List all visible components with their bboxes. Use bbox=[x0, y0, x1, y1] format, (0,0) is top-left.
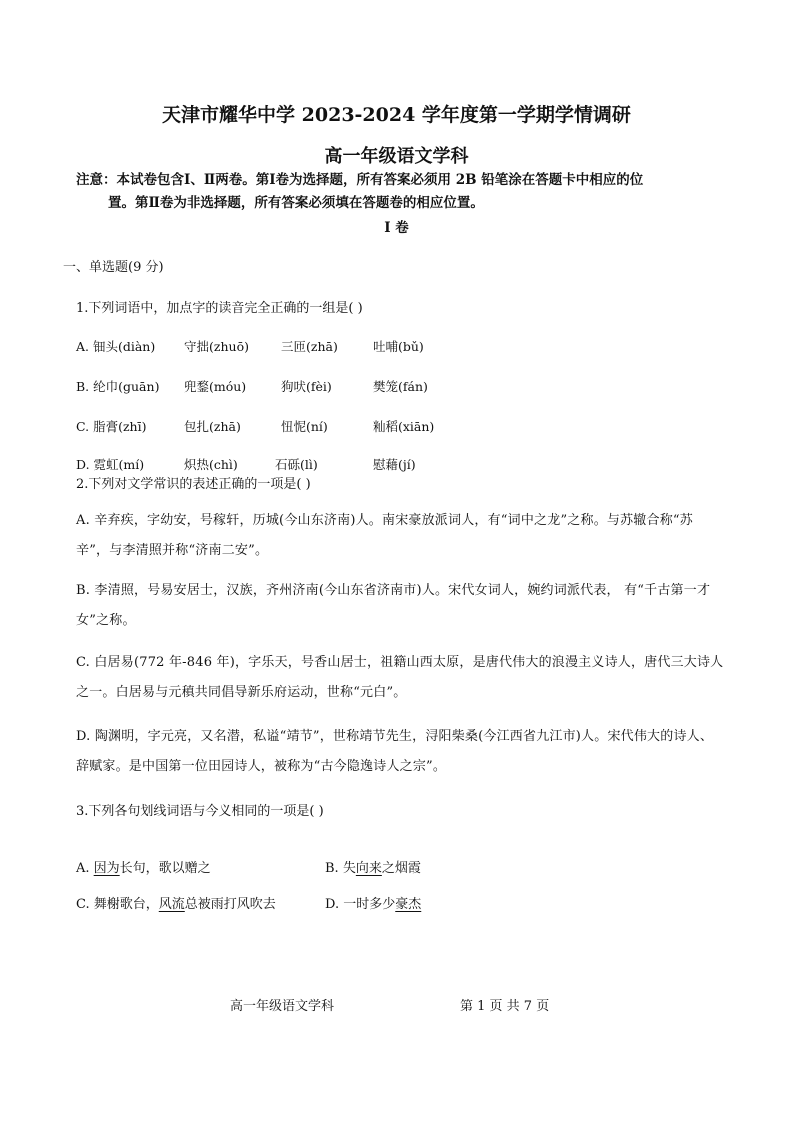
q3-d-underlined: 豪杰 bbox=[395, 897, 422, 912]
question-2-stem: 2.下列对文学常识的表述正确的一项是( ) bbox=[76, 477, 311, 492]
q3-d-pre: 一时多少 bbox=[343, 897, 396, 912]
q3-b-underlined: 向来 bbox=[355, 861, 382, 876]
q1-d-item: 炽热(chì) bbox=[184, 457, 238, 472]
section-title: 一、单选题(9 分) bbox=[63, 260, 164, 275]
q1-a-item: A. 钿头(diàn) bbox=[76, 339, 156, 354]
q1-c-item: 籼稻(xiān) bbox=[373, 419, 435, 434]
q3-b-label: B. bbox=[325, 861, 343, 876]
volume-label: Ⅰ 卷 bbox=[384, 220, 409, 236]
footer-subject: 高一年级语文学科 bbox=[230, 999, 335, 1014]
footer-page-number: 第 1 页 共 7 页 bbox=[460, 999, 550, 1014]
q3-option-c bbox=[76, 893, 276, 912]
question-1-stem: 1.下列词语中，加点字的读音完全正确的一组是( ) bbox=[76, 301, 363, 316]
q2-option-c: C. 白居易(772 年-846 年)，字乐天，号香山居士，祖籍山西太原，是唐代伟大的浪漫主义诗人，唐代三大诗人之一。白居易与元稹共同倡导新乐府运动，世称“元白”。 bbox=[76, 655, 724, 700]
q3-b-pre: 失 bbox=[342, 861, 356, 876]
q3-b-post: 之烟霞 bbox=[381, 861, 421, 876]
q1-d-item: 石砾(lì) bbox=[275, 457, 318, 472]
q3-option-a bbox=[76, 857, 211, 876]
q3-c-pre: 舞榭歌台， bbox=[93, 897, 159, 912]
q3-option-b bbox=[325, 857, 421, 876]
q3-d-label: D. bbox=[325, 897, 344, 912]
q3-c-post: 总被雨打风吹去 bbox=[184, 897, 276, 912]
exam-title: 天津市耀华中学 2023-2024 学年度第一学期学情调研 bbox=[162, 104, 631, 126]
q2-option-b: B. 李清照，号易安居士，汉族，齐州济南(今山东省济南市)人。宋代女词人，婉约词派代表， 有“千古第一才女”之称。 bbox=[76, 583, 711, 628]
question-3-stem: 3.下列各句划线词语与今义相同的一项是( ) bbox=[76, 804, 324, 819]
q1-b-item: 樊笼(fán) bbox=[373, 379, 428, 394]
q1-a-item: 守拙(zhuō) bbox=[184, 339, 249, 354]
q1-c-item: C. 脂膏(zhī) bbox=[76, 419, 147, 434]
q1-d-item: 慰藉(jí) bbox=[373, 457, 416, 472]
q1-d-item: D. 霓虹(mí) bbox=[76, 457, 145, 472]
q1-b-item: B. 纶巾(guān) bbox=[76, 379, 160, 394]
q3-a-label: A. bbox=[76, 861, 94, 876]
q3-option-d bbox=[325, 893, 421, 912]
q3-c-label: C. bbox=[76, 897, 94, 912]
q1-c-item: 包扎(zhā) bbox=[184, 419, 241, 434]
q1-c-item: 忸怩(ní) bbox=[281, 419, 328, 434]
q3-c-underlined: 风流 bbox=[158, 897, 185, 912]
q3-a-post: 长句，歌以赠之 bbox=[119, 861, 211, 876]
notice-line-2: 置。第Ⅱ卷为非选择题，所有答案必须填在答题卷的相应位置。 bbox=[108, 195, 484, 211]
notice-line-1: 注意：本试卷包含Ⅰ、Ⅱ两卷。第Ⅰ卷为选择题，所有答案必须用 2B 铅笔涂在答题卡中相应的位 bbox=[76, 172, 644, 188]
exam-subtitle: 高一年级语文学科 bbox=[324, 146, 469, 167]
q2-option-d: D. 陶渊明，字元亮，又名潜，私谥“靖节”，世称靖节先生，浔阳柴桑(今江西省九江市)人。宋代伟大的诗人、辞赋家。是中国第一位田园诗人，被称为“古今隐逸诗人之宗”。 bbox=[76, 729, 714, 774]
q1-a-item: 吐哺(bǔ) bbox=[373, 339, 424, 354]
q1-b-item: 狗吠(fèi) bbox=[281, 379, 332, 394]
q3-a-underlined: 因为 bbox=[93, 861, 120, 876]
q2-option-a: A. 辛弃疾，字幼安，号稼轩，历城(今山东济南)人。南宋豪放派词人，有“词中之龙”之称。与苏辙合称“苏辛”，与李清照并称“济南二安”。 bbox=[76, 513, 693, 558]
q1-a-item: 三匝(zhā) bbox=[281, 339, 338, 354]
q1-b-item: 兜鍪(móu) bbox=[184, 379, 247, 394]
